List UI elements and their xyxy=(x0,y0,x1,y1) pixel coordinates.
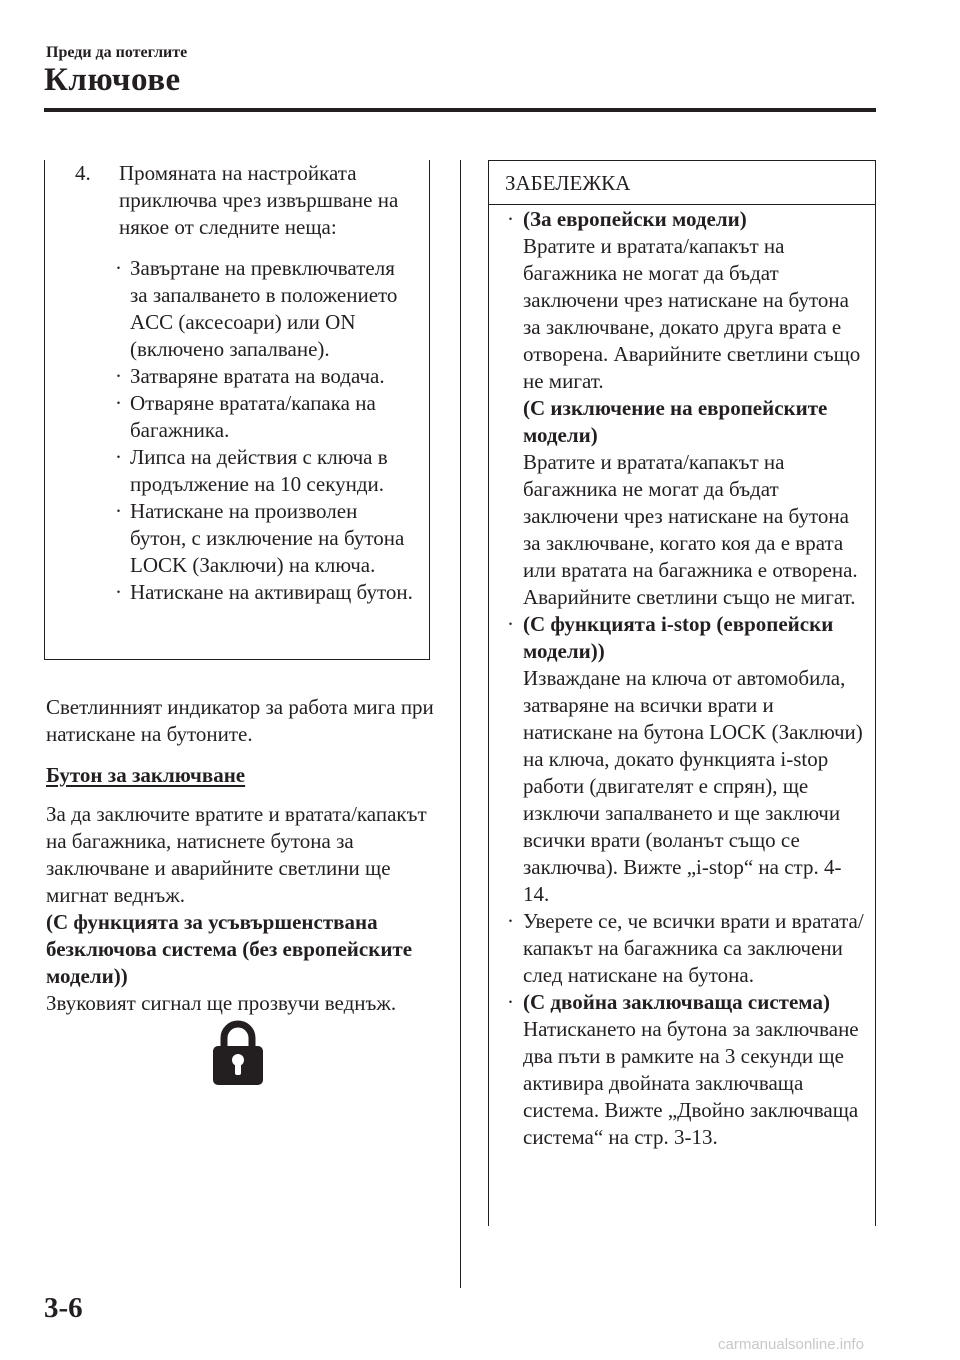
keyless-heading: (С функцията за усъвършенствана безключова система (без европейските модели)) xyxy=(46,910,413,988)
watermark: carmanualsonline.info xyxy=(718,1336,864,1353)
chapter-label: Преди да потеглите xyxy=(46,44,188,61)
bullet-icon: · xyxy=(115,499,122,523)
list-item: · Натискане на произволен бутон, с изключение на бутона LOCK (Заключи) на ключа. xyxy=(115,499,405,577)
padlock-icon xyxy=(212,1018,264,1086)
note-box xyxy=(488,160,876,1226)
bullet-icon: · xyxy=(115,580,122,604)
note-body xyxy=(507,206,865,1151)
lock-text: За да заключите вратите и вратата/капакът на багажника, натиснете бутона за заключване и аварийните светлини ще мигнат веднъж. xyxy=(46,802,427,907)
note-item-european: · (За европейски модели) Вратите и вратата/капакът на багажника не могат да бъдат заключени чрез натискане на бутона за заключване, докато друга врата е отворена. Аварийните светлини също не мигат. (С изключение на европейските модели) Вратите и вратата/капакът на багажника не могат да бъдат заключени чрез натискане на бутона за заключване, когато коя да е врата или вратата на багажника е отворена. Аварийните светлини също не мигат. xyxy=(507,207,861,609)
bullet-icon: · xyxy=(115,391,122,415)
list-item: · Отваряне вратата/капака на багажника. xyxy=(115,391,376,442)
indicator-paragraph: Светлинният индикатор за работа мига при натискане на бутоните. xyxy=(46,695,434,746)
lock-button-heading: Бутон за заключване xyxy=(46,763,246,787)
bullet-icon: · xyxy=(115,256,122,280)
list-item: · Завъртане на превключвателя за запалването в положението ACC (аксесоари) или ON (включено запалване). xyxy=(115,256,398,361)
keyless-text: Звуковият сигнал ще прозвучи веднъж. xyxy=(46,991,397,1015)
list-item: · Липса на действия с ключа в продължение на 10 секунди. xyxy=(115,445,388,496)
note-item-istop: · (С функцията i-stop (европейски модели)) Изваждане на ключа от автомобила, затваряне на всички врати и натискане на бутона LOCK (Заключи) на ключа, докато функцията i-stop работи (двигателят е спрян), ще изключи запалването и ще заключи всички врати (воланът също се заключва). Вижте „i-stop“ на стр. 4-14. xyxy=(507,612,863,906)
step-conditions-list xyxy=(115,255,415,606)
bullet-icon: · xyxy=(115,364,122,388)
lock-paragraph xyxy=(46,801,436,1017)
step-text: Промяната на настройката приключва чрез извършване на някое от следните неща: xyxy=(119,161,399,239)
bullet-icon: · xyxy=(507,990,514,1014)
note-item-verify: · Уверете се, че всички врати и вратата/капакът на багажника са заключени след натискане на бутона. xyxy=(507,909,864,987)
step-number: 4. xyxy=(75,161,91,185)
column-divider xyxy=(460,160,461,1288)
note-item-double-lock: · (С двойна заключваща система) Натискането на бутона за заключване два пъти в рамките на 3 секунди ще активира двойната заключваща система. Вижте „Двойно заключваща система“ на стр. 3-13. xyxy=(507,990,859,1149)
page-title: Ключове xyxy=(44,62,181,98)
list-item: · Затваряне вратата на водача. xyxy=(115,364,385,388)
page-number: 3-6 xyxy=(44,1292,83,1324)
bullet-icon: · xyxy=(507,207,514,231)
note-heading: ЗАБЕЛЕЖКА xyxy=(489,161,875,205)
bullet-icon: · xyxy=(507,909,514,933)
bullet-icon: · xyxy=(115,445,122,469)
list-item: · Натискане на активиращ бутон. xyxy=(115,580,413,604)
procedure-box xyxy=(44,160,430,660)
bullet-icon: · xyxy=(507,612,514,636)
title-rule xyxy=(44,108,876,112)
procedure-step xyxy=(75,160,415,241)
